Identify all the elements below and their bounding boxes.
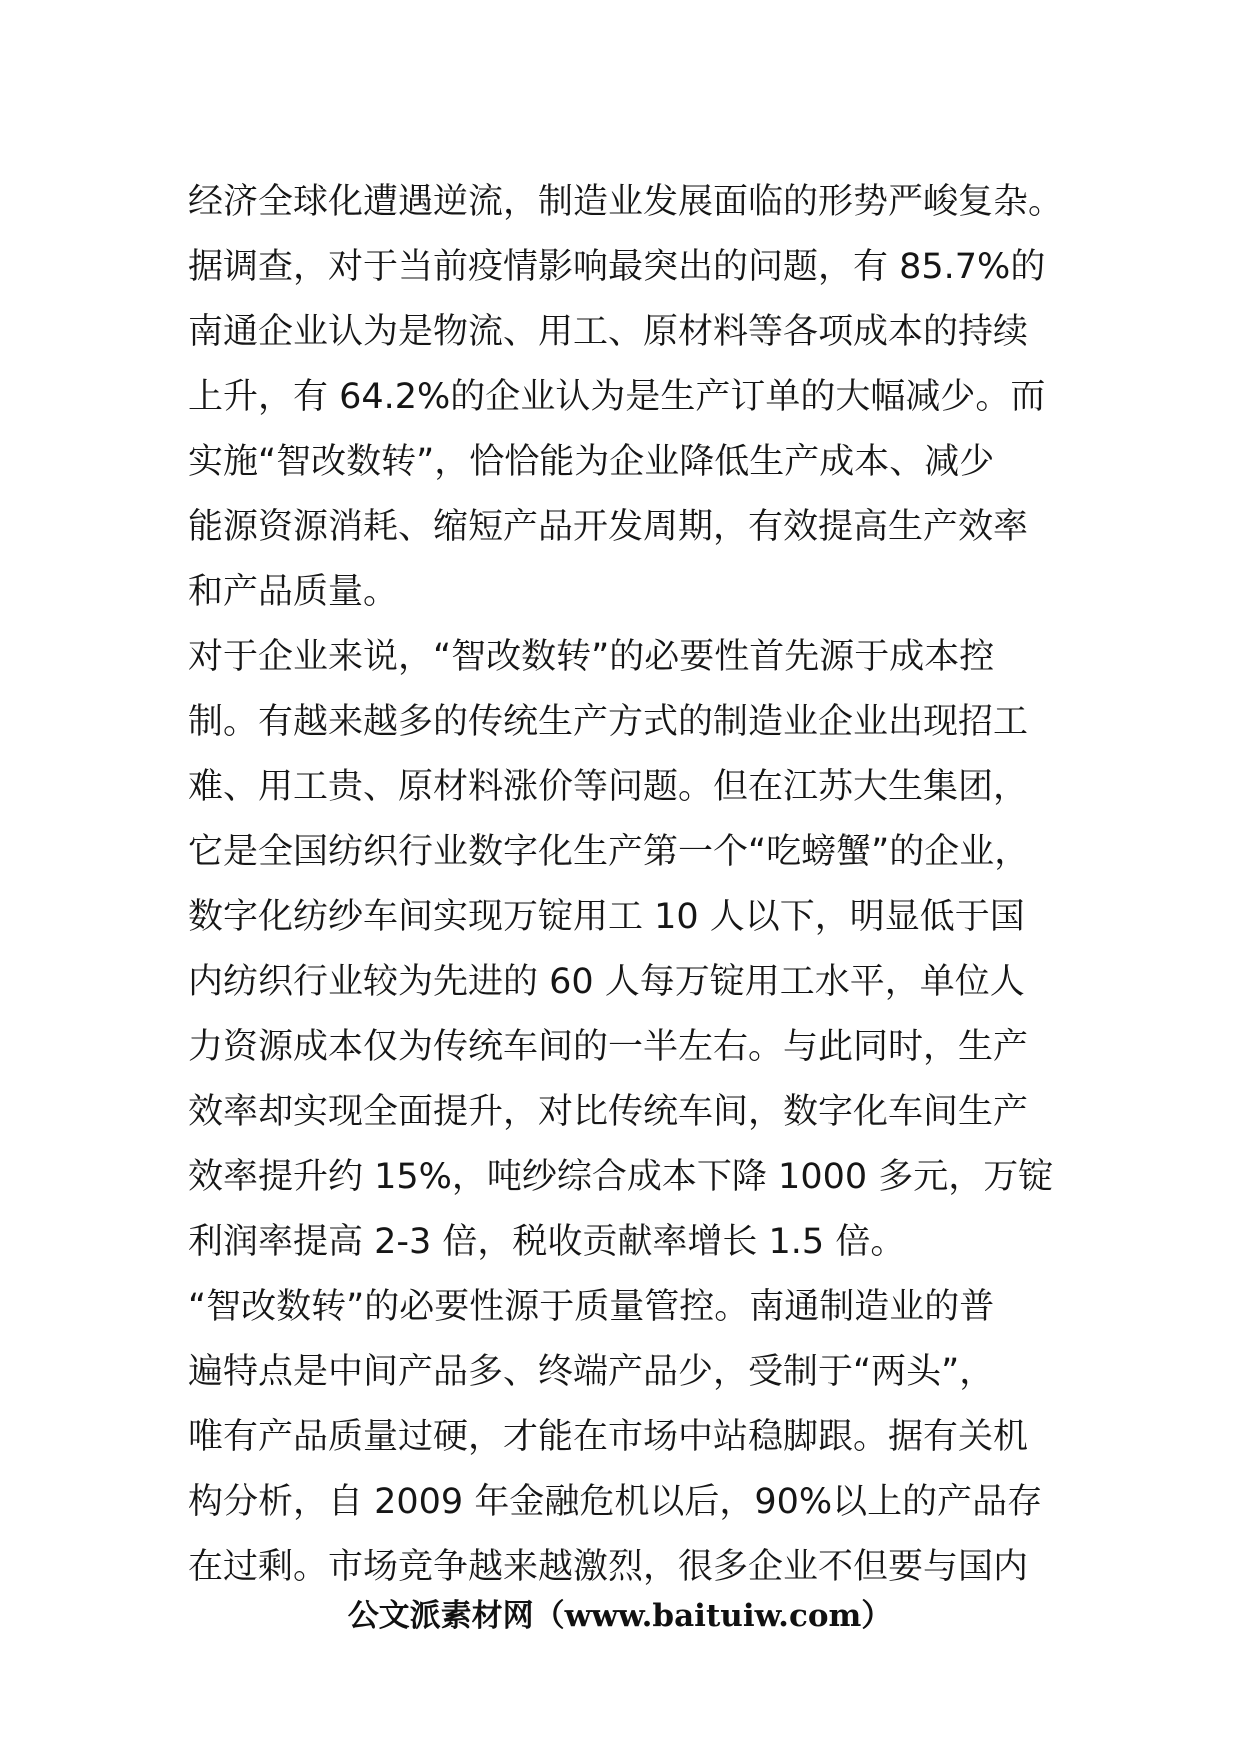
text-line: 和产品质量。 (188, 572, 399, 612)
text-line: 实施“智改数转”，恰恰能为企业降低生产成本、减少 (188, 442, 995, 482)
page-footer: 公文派素材网（www.baituiw.com） (347, 1598, 893, 1634)
text-line: 效率提升约 15%，吨纱综合成本下降 1000 多元，万锭 (188, 1157, 1054, 1197)
text-line: 在过剩。市场竞争越来越激烈，很多企业不但要与国内 (188, 1547, 1029, 1587)
text-line: 对于企业来说，“智改数转”的必要性首先源于成本控 (188, 637, 995, 677)
text-line: 内纺织行业较为先进的 60 人每万锭用工水平，单位人 (188, 962, 1025, 1002)
text-line: 力资源成本仅为传统车间的一半左右。与此同时，生产 (188, 1027, 1029, 1067)
text-line: 利润率提高 2-3 倍，税收贡献率增长 1.5 倍。 (188, 1222, 906, 1262)
document-body (188, 170, 1088, 1600)
text-line: 上升，有 64.2%的企业认为是生产订单的大幅减少。而 (188, 377, 1046, 417)
text-line: 据调查，对于当前疫情影响最突出的问题，有 85.7%的 (188, 247, 1046, 287)
text-line: 制。有越来越多的传统生产方式的制造业企业出现招工 (188, 702, 1029, 742)
text-line: 效率却实现全面提升，对比传统车间，数字化车间生产 (188, 1092, 1029, 1132)
text-line: 遍特点是中间产品多、终端产品少，受制于“两头”， (188, 1352, 995, 1392)
text-line: 构分析，自 2009 年金融危机以后，90%以上的产品存 (188, 1482, 1043, 1522)
text-line: “智改数转”的必要性源于质量管控。南通制造业的普 (188, 1287, 995, 1327)
text-line: 难、用工贵、原材料涨价等问题。但在江苏大生集团， (188, 767, 1029, 807)
text-line: 南通企业认为是物流、用工、原材料等各项成本的持续 (188, 312, 1029, 352)
text-line: 数字化纺纱车间实现万锭用工 10 人以下，明显低于国 (188, 897, 1025, 937)
text-line: 能源资源消耗、缩短产品开发周期，有效提高生产效率 (188, 507, 1029, 547)
text-line: 它是全国纺织行业数字化生产第一个“吃螃蟹”的企业， (188, 832, 1030, 872)
text-line: 经济全球化遭遇逆流，制造业发展面临的形势严峻复杂。 (188, 182, 1064, 222)
text-line: 唯有产品质量过硬，才能在市场中站稳脚跟。据有关机 (188, 1417, 1029, 1457)
